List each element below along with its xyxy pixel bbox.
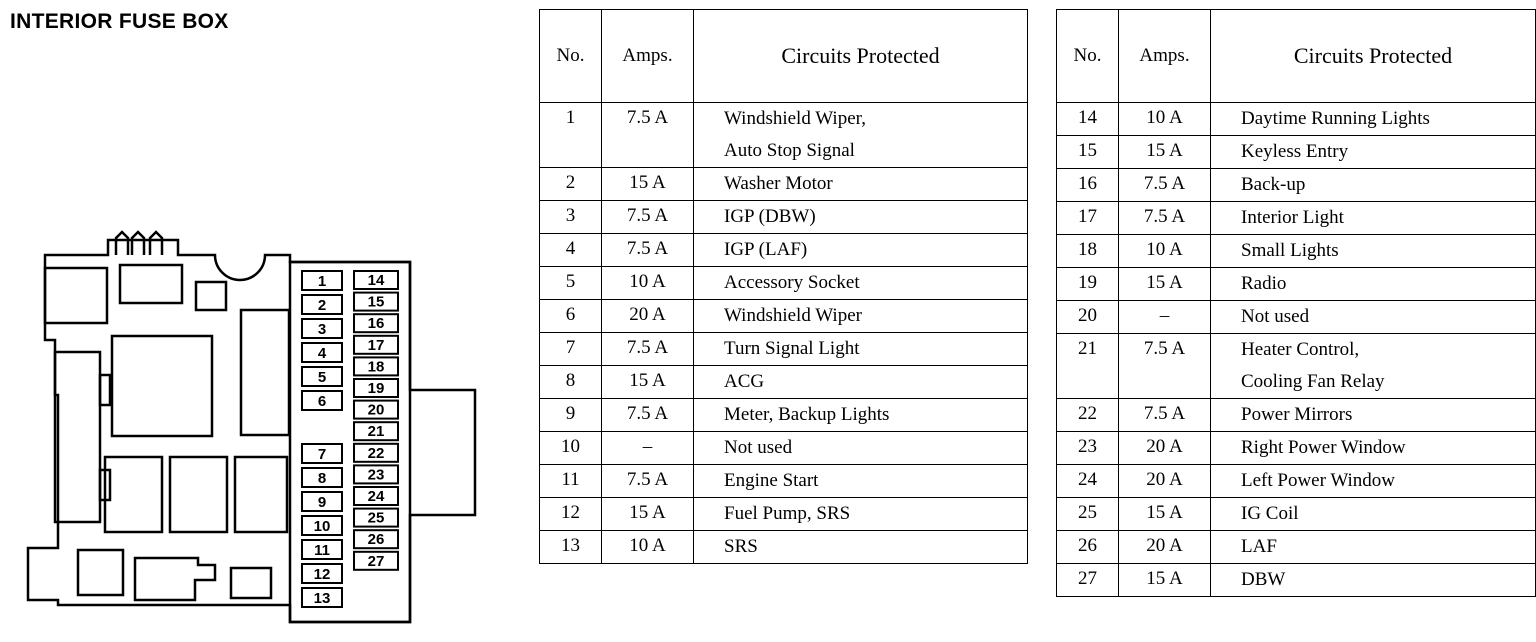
circuit-line: Heater Control, <box>1241 339 1360 360</box>
table-row <box>1057 169 1536 202</box>
circuit-line: ACG <box>724 371 765 392</box>
table-row <box>1057 136 1536 169</box>
page-title: INTERIOR FUSE BOX <box>10 10 229 33</box>
table-row <box>1057 202 1536 235</box>
circuits-protected <box>694 103 1028 168</box>
circuits-protected <box>694 366 1028 399</box>
fuse-amps: 7.5 A <box>602 201 694 234</box>
circuits-protected <box>1211 136 1536 169</box>
circuit-line: Not used <box>1241 306 1310 327</box>
fuse-amps: 7.5 A <box>1119 169 1211 202</box>
fuse-slot-label: 18 <box>367 358 385 376</box>
fuse-amps: 7.5 A <box>1119 202 1211 235</box>
circuits-protected <box>1211 531 1536 564</box>
fuse-number: 7 <box>540 333 602 366</box>
circuits-protected <box>694 465 1028 498</box>
table-row <box>540 531 1028 564</box>
fuse-number: 9 <box>540 399 602 432</box>
fuse-slot <box>302 367 342 386</box>
fuse-amps: 7.5 A <box>602 465 694 498</box>
circuits-protected <box>1211 399 1536 432</box>
circuit-line: IGP (LAF) <box>724 239 808 260</box>
table-row <box>1057 334 1536 399</box>
circuit-line: IG Coil <box>1241 503 1299 524</box>
table-row <box>540 498 1028 531</box>
circuit-line: Small Lights <box>1241 240 1339 261</box>
fuse-slot-label: 8 <box>317 470 327 487</box>
table-row <box>1057 399 1536 432</box>
fuse-slot <box>354 487 398 505</box>
fuse-slot <box>302 492 342 511</box>
fuse-number: 3 <box>540 201 602 234</box>
fuse-slot <box>354 293 398 311</box>
header-amps: Amps. <box>1119 10 1211 103</box>
fuse-slot-label: 17 <box>367 336 385 354</box>
table-row <box>1057 498 1536 531</box>
fuse-number: 4 <box>540 234 602 267</box>
fuse-number: 17 <box>1057 202 1119 235</box>
table-header-row <box>540 10 1028 103</box>
fuse-slot-label: 21 <box>367 423 385 441</box>
circuit-line: Engine Start <box>724 470 819 491</box>
fuse-box-diagram <box>0 0 530 642</box>
fuse-amps: 7.5 A <box>602 234 694 267</box>
circuit-line: Back-up <box>1241 174 1306 195</box>
fuse-table-right <box>1056 9 1536 597</box>
table-row <box>1057 235 1536 268</box>
fuse-number: 19 <box>1057 268 1119 301</box>
fuse-slot <box>354 422 398 440</box>
table-header-row <box>1057 10 1536 103</box>
fuse-slot <box>354 509 398 527</box>
circuit-line: Not used <box>724 437 793 458</box>
circuits-protected <box>694 432 1028 465</box>
fuse-amps: 10 A <box>1119 103 1211 136</box>
table-row <box>1057 564 1536 597</box>
fuse-number: 10 <box>540 432 602 465</box>
circuit-line: Meter, Backup Lights <box>724 404 890 425</box>
fuse-number: 8 <box>540 366 602 399</box>
fuse-amps: 7.5 A <box>602 333 694 366</box>
fuse-amps: 7.5 A <box>1119 334 1211 399</box>
fuse-amps: 10 A <box>602 531 694 564</box>
circuits-protected <box>1211 169 1536 202</box>
fuse-number: 6 <box>540 300 602 333</box>
fuse-number: 23 <box>1057 432 1119 465</box>
table-row <box>1057 103 1536 136</box>
fuse-number: 11 <box>540 465 602 498</box>
circuit-line: SRS <box>724 536 758 557</box>
fuse-amps: 15 A <box>1119 564 1211 597</box>
circuit-line: Daytime Running Lights <box>1241 108 1430 129</box>
fuse-slot-label: 4 <box>317 345 327 362</box>
fuse-slot-label: 24 <box>367 488 385 505</box>
fuse-slot <box>302 319 342 338</box>
table-row <box>1057 268 1536 301</box>
fuse-amps: 15 A <box>602 168 694 201</box>
fuse-slot <box>302 564 342 583</box>
fuse-number: 26 <box>1057 531 1119 564</box>
table-row <box>540 201 1028 234</box>
fuse-slot <box>302 271 342 290</box>
circuits-protected <box>694 267 1028 300</box>
circuit-line: Fuel Pump, SRS <box>724 503 851 524</box>
fuse-slot-label: 1 <box>317 273 327 290</box>
fuse-amps: 20 A <box>1119 531 1211 564</box>
fuse-slot <box>354 530 398 548</box>
fuse-number: 22 <box>1057 399 1119 432</box>
fuse-number: 24 <box>1057 465 1119 498</box>
fuse-amps: – <box>602 432 694 465</box>
table-row <box>540 465 1028 498</box>
table-row <box>540 103 1028 168</box>
circuit-line: Cooling Fan Relay <box>1241 371 1385 392</box>
circuits-protected <box>1211 334 1536 399</box>
circuit-line: LAF <box>1241 536 1277 557</box>
table-row <box>540 333 1028 366</box>
fuse-columns <box>290 262 410 622</box>
fuse-slot <box>354 465 398 483</box>
fuse-amps: 15 A <box>602 366 694 399</box>
fuse-slot-label: 7 <box>317 446 327 463</box>
fuse-amps: 7.5 A <box>602 399 694 432</box>
fuse-slot-label: 10 <box>313 518 331 535</box>
fuse-amps: 15 A <box>1119 268 1211 301</box>
fuse-number: 13 <box>540 531 602 564</box>
fuse-slot-label: 16 <box>367 315 385 333</box>
circuits-protected <box>1211 268 1536 301</box>
table-row <box>540 267 1028 300</box>
circuit-line: DBW <box>1241 569 1286 590</box>
fuse-slot <box>302 391 342 410</box>
fuse-slot-label: 13 <box>313 590 331 607</box>
fuse-slot-label: 27 <box>367 552 385 570</box>
fuse-number: 15 <box>1057 136 1119 169</box>
table-row <box>540 432 1028 465</box>
fuse-slots <box>302 271 398 607</box>
table-row <box>540 300 1028 333</box>
circuit-line: Radio <box>1241 273 1287 294</box>
fuse-slot <box>302 468 342 487</box>
circuits-protected <box>694 168 1028 201</box>
fuse-amps: 20 A <box>1119 432 1211 465</box>
fuse-amps: 10 A <box>602 267 694 300</box>
fuse-slot-label: 20 <box>367 401 385 419</box>
fuse-slot <box>354 271 398 289</box>
header-amps: Amps. <box>602 10 694 103</box>
fuse-slot-label: 11 <box>314 542 330 559</box>
table-row <box>1057 465 1536 498</box>
fuse-slot-label: 6 <box>317 393 327 410</box>
fuse-slot <box>354 379 398 397</box>
fuse-amps: 20 A <box>1119 465 1211 498</box>
circuit-line: Washer Motor <box>724 173 833 194</box>
fuse-slot-label: 22 <box>367 444 385 462</box>
fuse-slot <box>354 314 398 332</box>
fuse-number: 27 <box>1057 564 1119 597</box>
fuse-amps: 7.5 A <box>1119 399 1211 432</box>
fuse-slot <box>354 552 398 570</box>
fuse-number: 1 <box>540 103 602 168</box>
fuse-amps: 20 A <box>602 300 694 333</box>
circuits-protected <box>1211 498 1536 531</box>
fuse-slot-label: 9 <box>317 494 327 511</box>
fuse-number: 21 <box>1057 334 1119 399</box>
circuits-protected <box>694 300 1028 333</box>
fuse-slot <box>354 357 398 375</box>
fuse-slot <box>302 295 342 314</box>
table-row <box>540 168 1028 201</box>
circuit-line: Right Power Window <box>1241 437 1406 458</box>
circuits-protected <box>694 234 1028 267</box>
circuits-protected <box>1211 235 1536 268</box>
circuits-protected <box>694 399 1028 432</box>
fuse-slot-label: 12 <box>313 566 331 583</box>
header-no: No. <box>1057 10 1119 103</box>
circuit-line: Accessory Socket <box>724 272 860 293</box>
circuits-protected <box>1211 432 1536 465</box>
fuse-slot <box>302 444 342 463</box>
fuse-slot <box>302 343 342 362</box>
circuit-line: Turn Signal Light <box>724 338 860 359</box>
header-circuits: Circuits Protected <box>1211 10 1536 103</box>
fuse-box-housing <box>28 232 475 622</box>
circuits-protected <box>694 531 1028 564</box>
fuse-amps: 7.5 A <box>602 103 694 168</box>
fuse-number: 25 <box>1057 498 1119 531</box>
circuit-line: Left Power Window <box>1241 470 1396 491</box>
fuse-number: 2 <box>540 168 602 201</box>
fuse-number: 12 <box>540 498 602 531</box>
table-row <box>540 366 1028 399</box>
fuse-slot-label: 25 <box>367 509 385 527</box>
fuse-amps: 15 A <box>1119 498 1211 531</box>
fuse-slot-label: 26 <box>367 531 385 549</box>
fuse-slot-label: 5 <box>317 369 327 386</box>
fuse-slot <box>354 401 398 419</box>
fuse-slot-label: 14 <box>367 272 385 289</box>
fuse-slot-label: 19 <box>367 380 385 397</box>
fuse-table-left <box>539 9 1028 564</box>
table-row <box>1057 432 1536 465</box>
circuit-line: Windshield Wiper <box>724 305 862 326</box>
table-row <box>1057 301 1536 334</box>
circuits-protected <box>694 498 1028 531</box>
fuse-slot <box>354 444 398 462</box>
circuit-line: Auto Stop Signal <box>724 140 855 161</box>
fuse-amps: 15 A <box>602 498 694 531</box>
circuit-line: Windshield Wiper, <box>724 108 866 129</box>
fuse-slot-label: 15 <box>367 293 385 311</box>
circuit-line: Keyless Entry <box>1241 141 1349 162</box>
header-no: No. <box>540 10 602 103</box>
circuits-protected <box>694 201 1028 234</box>
circuits-protected <box>1211 564 1536 597</box>
fuse-number: 20 <box>1057 301 1119 334</box>
fuse-amps: 15 A <box>1119 136 1211 169</box>
circuits-protected <box>1211 465 1536 498</box>
fuse-slot-label: 23 <box>367 466 385 484</box>
fuse-slot <box>354 336 398 354</box>
fuse-number: 18 <box>1057 235 1119 268</box>
circuits-protected <box>1211 301 1536 334</box>
fuse-number: 14 <box>1057 103 1119 136</box>
circuits-protected <box>1211 103 1536 136</box>
circuits-protected <box>694 333 1028 366</box>
circuit-line: IGP (DBW) <box>724 206 816 227</box>
table-row <box>540 234 1028 267</box>
table-row <box>1057 531 1536 564</box>
circuit-line: Power Mirrors <box>1241 404 1353 425</box>
fuse-number: 16 <box>1057 169 1119 202</box>
fuse-number: 5 <box>540 267 602 300</box>
fuse-slot <box>302 516 342 535</box>
fuse-slot <box>302 540 342 559</box>
fuse-slot-label: 3 <box>317 321 327 338</box>
table-row <box>540 399 1028 432</box>
fuse-amps: – <box>1119 301 1211 334</box>
fuse-amps: 10 A <box>1119 235 1211 268</box>
fuse-slot <box>302 588 342 607</box>
fuse-slot-label: 2 <box>317 297 327 314</box>
header-circuits: Circuits Protected <box>694 10 1028 103</box>
circuits-protected <box>1211 202 1536 235</box>
circuit-line: Interior Light <box>1241 207 1344 228</box>
